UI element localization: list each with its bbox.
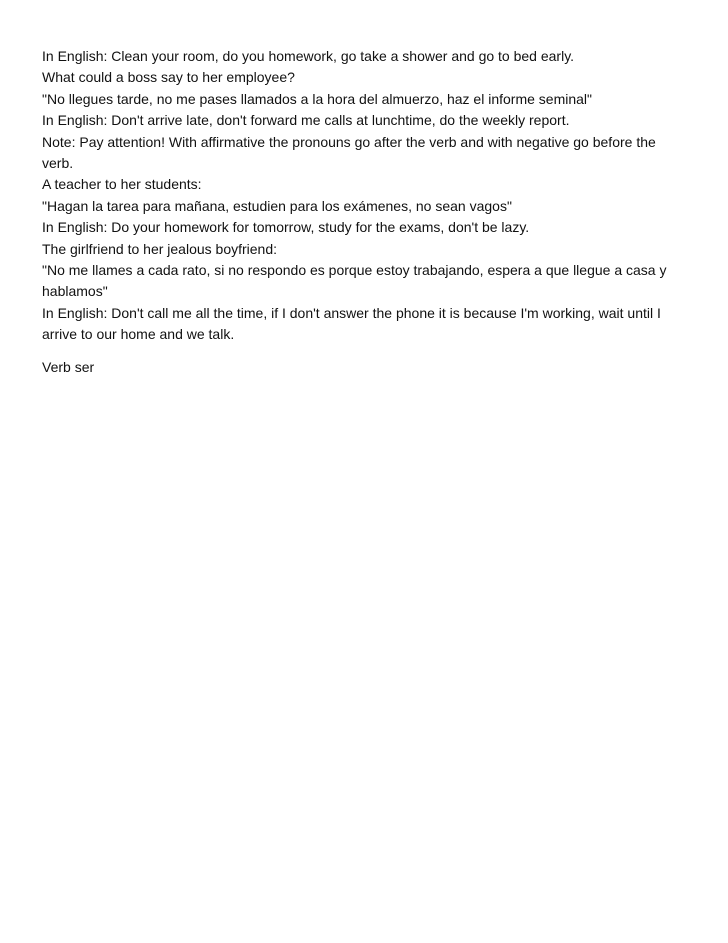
text-line: In English: Don't call me all the time, if I don't answer the phone it is because I'm working, wait until I (42, 304, 661, 321)
section-heading: Verb ser (42, 358, 95, 375)
text-line: In English: Do your homework for tomorrow, study for the exams, don't be lazy. (42, 219, 530, 236)
text-line: "Hagan la tarea para mañana, estudien para los exámenes, no sean vagos" (42, 197, 512, 214)
text-line: Note: Pay attention! With affirmative the pronouns go after the verb and with negative go before the (42, 133, 656, 150)
text-line: In English: Clean your room, do you homework, go take a shower and go to bed early. (42, 48, 575, 64)
text-line: What could a boss say to her employee? (42, 69, 295, 86)
text-line: "No me llames a cada rato, si no respondo es porque estoy trabajando, espera a que llegue a casa y (42, 262, 667, 279)
text-line: arrive to our home and we talk. (42, 326, 235, 343)
text-line: hablamos" (42, 283, 108, 300)
text-line: "No llegues tarde, no me pases llamados a la hora del almuerzo, haz el informe seminal" (42, 90, 592, 107)
text-line: The girlfriend to her jealous boyfriend: (42, 240, 278, 257)
document-page (42, 46, 702, 378)
paragraph-spacer (42, 346, 702, 357)
text-line: verb. (42, 155, 74, 172)
text-line: In English: Don't arrive late, don't forward me calls at lunchtime, do the weekly report. (42, 112, 570, 129)
text-line: A teacher to her students: (42, 176, 202, 193)
